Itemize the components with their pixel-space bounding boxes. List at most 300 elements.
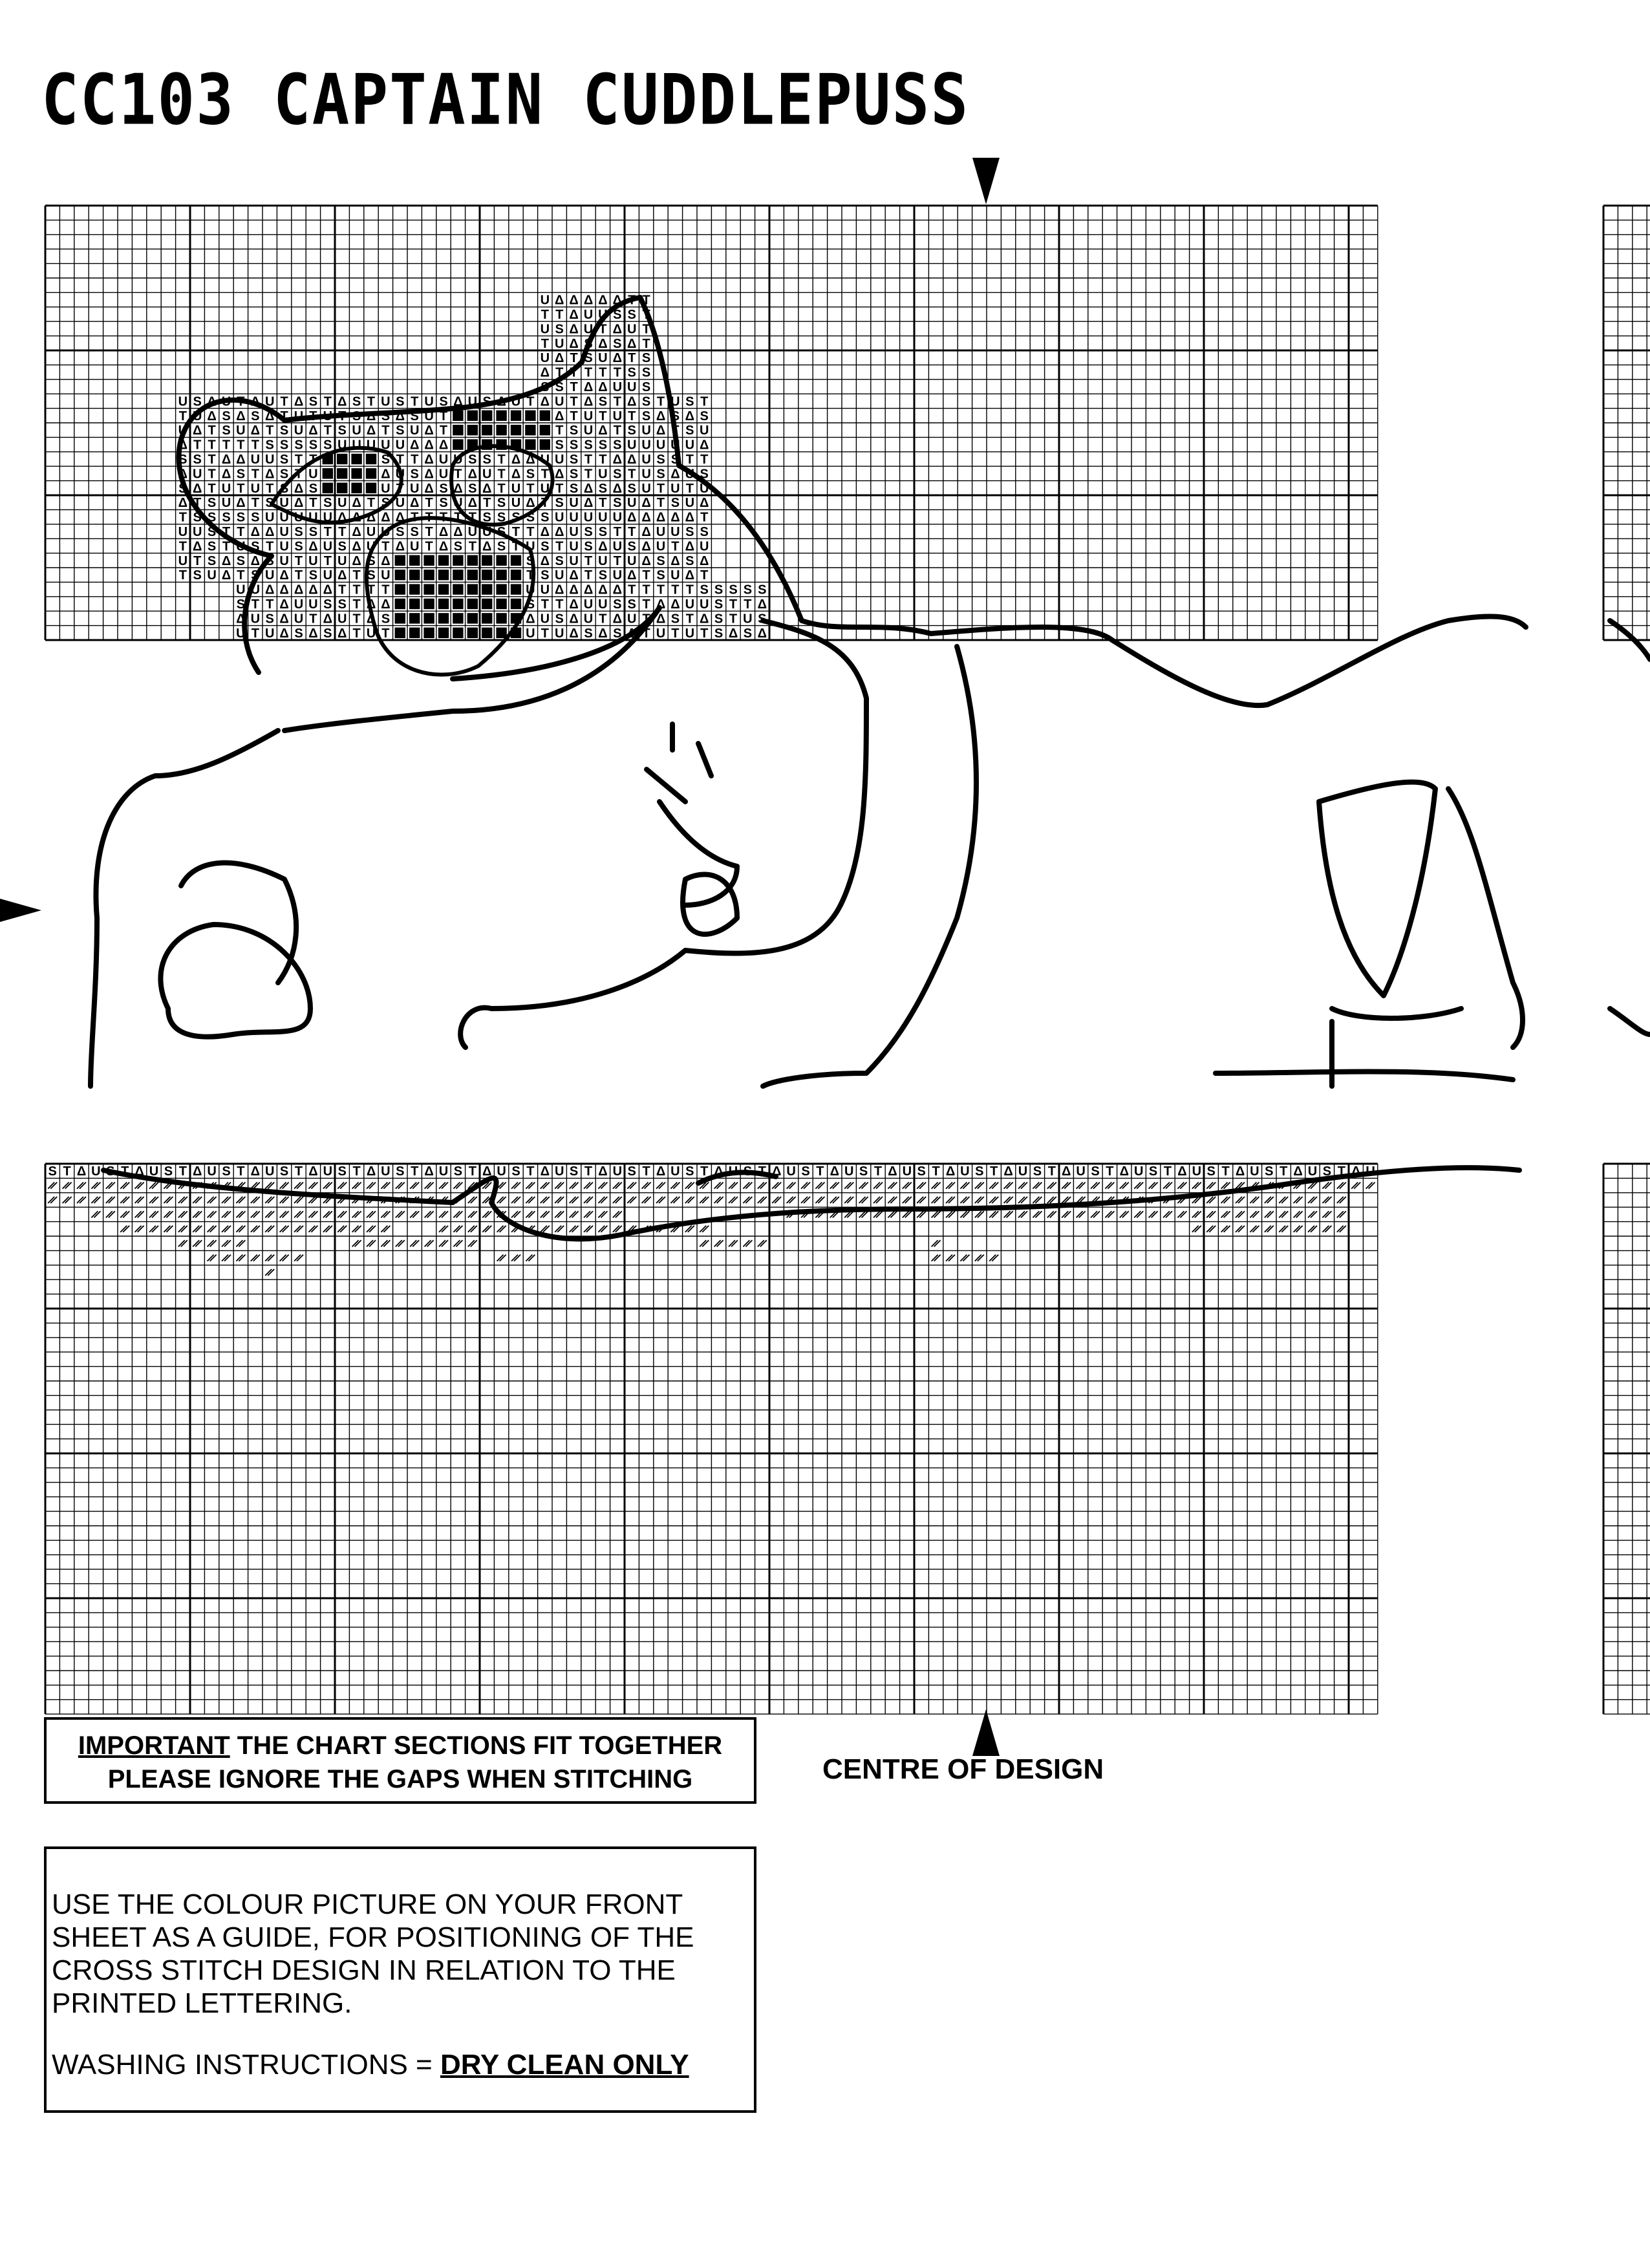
svg-text:S: S [670, 496, 680, 511]
svg-text:T: T [468, 539, 477, 554]
svg-text:S: S [222, 409, 231, 423]
svg-text:S: S [627, 308, 636, 322]
svg-text:S: S [367, 553, 376, 568]
svg-text:T: T [251, 496, 259, 511]
svg-text:Δ: Δ [945, 1164, 956, 1179]
svg-text:T: T [642, 1164, 650, 1179]
svg-text:T: T [584, 553, 593, 568]
svg-text:U: U [554, 510, 564, 525]
svg-text:U: U [569, 539, 579, 554]
svg-text:S: S [207, 525, 217, 539]
svg-text:T: T [526, 568, 535, 583]
svg-text:S: S [1322, 1164, 1332, 1179]
svg-text:T: T [497, 453, 506, 467]
svg-text:T: T [1221, 1164, 1230, 1179]
svg-text:T: T [497, 467, 506, 482]
svg-text:U: U [786, 1164, 796, 1179]
svg-text:U: U [323, 539, 333, 554]
svg-text:S: S [743, 583, 753, 597]
svg-text:U: U [236, 626, 246, 641]
svg-text:T: T [555, 365, 564, 380]
svg-text:T: T [367, 394, 376, 409]
svg-text:U: U [192, 409, 202, 423]
svg-text:T: T [497, 481, 506, 496]
svg-text:T: T [237, 394, 245, 409]
svg-text:T: T [338, 583, 347, 597]
svg-text:T: T [411, 510, 419, 525]
svg-text:U: U [511, 394, 521, 409]
svg-text:Δ: Δ [656, 597, 666, 612]
svg-text:S: S [164, 1164, 173, 1179]
svg-text:S: S [323, 597, 332, 612]
svg-text:U: U [641, 438, 651, 453]
svg-text:S: S [1148, 1164, 1158, 1179]
svg-text:S: S [627, 365, 636, 380]
svg-text:S: S [236, 553, 246, 568]
svg-text:U: U [308, 467, 318, 482]
svg-text:U: U [685, 467, 695, 482]
svg-text:U: U [438, 453, 449, 467]
svg-text:T: T [613, 553, 621, 568]
svg-text:S: S [308, 394, 318, 409]
svg-text:S: S [613, 597, 622, 612]
svg-text:U: U [192, 525, 202, 539]
svg-text:T: T [396, 453, 404, 467]
svg-text:S: S [975, 1164, 984, 1179]
svg-text:T: T [411, 1164, 419, 1179]
svg-text:U: U [569, 496, 579, 511]
svg-text:U: U [221, 394, 231, 409]
svg-text:T: T [411, 394, 419, 409]
svg-text:Δ: Δ [569, 322, 579, 337]
svg-text:Δ: Δ [641, 525, 651, 539]
svg-text:T: T [628, 467, 636, 482]
svg-text:T: T [685, 583, 694, 597]
svg-text:T: T [1280, 1164, 1288, 1179]
svg-text:Δ: Δ [569, 626, 579, 641]
svg-text:S: S [193, 510, 202, 525]
svg-text:U: U [656, 438, 666, 453]
svg-text:S: S [627, 597, 636, 612]
svg-text:Δ: Δ [598, 423, 608, 438]
svg-text:S: S [1265, 1164, 1274, 1179]
svg-text:Δ: Δ [294, 583, 304, 597]
svg-text:U: U [409, 539, 420, 554]
svg-text:U: U [149, 1164, 159, 1179]
svg-text:U: U [264, 568, 275, 583]
svg-text:T: T [222, 438, 231, 453]
svg-text:T: T [628, 351, 636, 366]
svg-text:U: U [641, 453, 651, 467]
svg-text:Δ: Δ [700, 553, 709, 568]
svg-text:T: T [700, 394, 709, 409]
svg-text:T: T [338, 525, 347, 539]
svg-text:Δ: Δ [757, 597, 767, 612]
svg-text:S: S [308, 568, 318, 583]
svg-text:Δ: Δ [294, 481, 304, 496]
chart-grid-right-bottom [1603, 1164, 1650, 1714]
svg-text:U: U [279, 496, 289, 511]
svg-text:Δ: Δ [511, 453, 521, 467]
svg-text:Δ: Δ [338, 568, 347, 583]
svg-text:T: T [352, 626, 361, 641]
svg-text:T: T [642, 626, 650, 641]
svg-text:Δ: Δ [641, 496, 651, 511]
svg-text:Δ: Δ [467, 496, 477, 511]
svg-text:U: U [583, 423, 594, 438]
svg-text:S: S [468, 481, 477, 496]
svg-text:T: T [1106, 1164, 1114, 1179]
svg-text:U: U [670, 568, 680, 583]
svg-text:S: S [541, 568, 550, 583]
svg-text:Δ: Δ [424, 467, 434, 482]
svg-text:Δ: Δ [352, 510, 361, 525]
svg-text:S: S [236, 467, 246, 482]
svg-text:T: T [294, 568, 303, 583]
svg-text:S: S [338, 1164, 347, 1179]
svg-text:Δ: Δ [221, 553, 231, 568]
svg-text:S: S [685, 553, 694, 568]
svg-text:Δ: Δ [250, 394, 260, 409]
svg-text:Δ: Δ [395, 510, 405, 525]
important-label: IMPORTANT [78, 1731, 230, 1760]
svg-text:Δ: Δ [685, 510, 694, 525]
svg-text:S: S [294, 525, 303, 539]
svg-text:U: U [554, 394, 564, 409]
svg-text:S: S [439, 394, 448, 409]
svg-text:U: U [627, 380, 637, 394]
svg-text:S: S [670, 409, 680, 423]
svg-text:U: U [409, 423, 420, 438]
svg-text:S: S [714, 583, 723, 597]
svg-text:Δ: Δ [612, 293, 622, 308]
svg-text:U: U [250, 583, 261, 597]
svg-text:Δ: Δ [656, 612, 666, 626]
svg-text:U: U [497, 1164, 506, 1179]
svg-text:Δ: Δ [453, 394, 463, 409]
svg-text:T: T [468, 1164, 477, 1179]
svg-text:T: T [468, 510, 477, 525]
svg-text:Δ: Δ [627, 394, 637, 409]
svg-text:S: S [526, 597, 535, 612]
svg-text:T: T [309, 496, 317, 511]
svg-text:S: S [670, 453, 680, 467]
svg-text:Δ: Δ [236, 409, 246, 423]
svg-text:U: U [699, 423, 709, 438]
svg-text:U: U [381, 568, 391, 583]
svg-text:T: T [642, 293, 650, 308]
svg-text:T: T [381, 539, 390, 554]
svg-text:U: U [583, 597, 594, 612]
svg-text:T: T [294, 453, 303, 467]
svg-text:T: T [642, 568, 650, 583]
svg-text:S: S [279, 1164, 289, 1179]
svg-text:S: S [598, 525, 608, 539]
svg-text:S: S [670, 612, 680, 626]
svg-text:U: U [381, 394, 391, 409]
svg-text:S: S [526, 467, 535, 482]
svg-text:S: S [743, 1164, 753, 1179]
svg-text:Δ: Δ [236, 453, 246, 467]
svg-text:S: S [685, 394, 694, 409]
svg-text:S: S [584, 626, 593, 641]
page-title: CC103 CAPTAIN CUDDLEPUSS [41, 59, 970, 141]
svg-text:T: T [584, 1164, 593, 1179]
svg-text:Δ: Δ [366, 597, 376, 612]
svg-text:S: S [917, 1164, 926, 1179]
svg-text:S: S [555, 496, 564, 511]
svg-text:S: S [410, 467, 419, 482]
svg-text:Δ: Δ [612, 322, 622, 337]
svg-text:Δ: Δ [1062, 1164, 1071, 1179]
svg-text:T: T [193, 553, 202, 568]
svg-text:T: T [280, 394, 288, 409]
svg-text:Δ: Δ [366, 409, 376, 423]
svg-text:Δ: Δ [395, 409, 405, 423]
svg-text:U: U [641, 481, 651, 496]
svg-text:S: S [381, 409, 391, 423]
svg-text:S: S [338, 539, 347, 554]
svg-text:S: S [569, 438, 579, 453]
svg-text:Δ: Δ [1003, 1164, 1013, 1179]
svg-text:T: T [222, 539, 231, 554]
svg-text:Δ: Δ [540, 365, 550, 380]
svg-text:U: U [569, 525, 579, 539]
svg-text:U: U [366, 438, 376, 453]
svg-text:Δ: Δ [583, 481, 594, 496]
svg-text:U: U [583, 510, 594, 525]
svg-text:S: S [1033, 1164, 1042, 1179]
svg-text:Δ: Δ [323, 583, 332, 597]
svg-text:Δ: Δ [178, 496, 188, 511]
svg-text:Δ: Δ [670, 597, 680, 612]
svg-text:U: U [554, 626, 564, 641]
svg-text:U: U [627, 553, 637, 568]
svg-text:S: S [251, 510, 260, 525]
svg-text:S: S [584, 525, 593, 539]
svg-text:Δ: Δ [583, 394, 594, 409]
svg-text:S: S [613, 336, 622, 351]
svg-text:T: T [729, 612, 738, 626]
svg-text:S: S [613, 496, 622, 511]
svg-text:Δ: Δ [670, 467, 680, 482]
svg-text:U: U [236, 583, 246, 597]
svg-text:U: U [453, 453, 463, 467]
svg-text:U: U [1018, 1164, 1028, 1179]
svg-text:T: T [656, 583, 665, 597]
important-note-box [44, 1717, 756, 1804]
svg-text:U: U [743, 612, 753, 626]
svg-text:T: T [584, 568, 593, 583]
svg-text:T: T [439, 510, 448, 525]
svg-text:Δ: Δ [1235, 1164, 1245, 1179]
svg-text:S: S [308, 481, 318, 496]
svg-text:S: S [323, 496, 332, 511]
svg-text:S: S [685, 525, 694, 539]
svg-text:S: S [700, 525, 709, 539]
svg-text:Δ: Δ [438, 539, 449, 554]
svg-text:Δ: Δ [612, 583, 622, 597]
svg-text:U: U [337, 496, 347, 511]
svg-text:T: T [178, 510, 187, 525]
svg-text:S: S [526, 510, 535, 525]
svg-text:Δ: Δ [308, 626, 318, 641]
centre-marker-bottom [972, 1709, 1000, 1756]
svg-text:U: U [294, 409, 304, 423]
svg-text:Δ: Δ [279, 612, 289, 626]
svg-text:U: U [540, 612, 550, 626]
svg-text:S: S [801, 1164, 810, 1179]
svg-text:T: T [642, 336, 650, 351]
svg-text:S: S [1091, 1164, 1100, 1179]
svg-text:S: S [482, 510, 491, 525]
svg-text:T: T [816, 1164, 824, 1179]
svg-text:T: T [599, 322, 607, 337]
svg-text:S: S [381, 496, 391, 511]
svg-text:T: T [685, 453, 694, 467]
svg-text:S: S [700, 467, 709, 482]
svg-text:T: T [613, 365, 621, 380]
svg-text:Δ: Δ [221, 568, 231, 583]
svg-text:T: T [526, 525, 535, 539]
svg-text:S: S [497, 539, 506, 554]
svg-text:S: S [308, 438, 318, 453]
svg-text:Δ: Δ [338, 626, 347, 641]
svg-text:U: U [540, 351, 550, 366]
svg-text:T: T [237, 481, 245, 496]
svg-text:U: U [279, 553, 289, 568]
svg-text:T: T [367, 583, 376, 597]
svg-text:Δ: Δ [555, 583, 564, 597]
svg-text:S: S [207, 553, 217, 568]
svg-text:Δ: Δ [627, 626, 637, 641]
svg-text:U: U [178, 525, 188, 539]
svg-text:T: T [294, 1164, 303, 1179]
svg-text:Δ: Δ [888, 1164, 897, 1179]
svg-text:T: T [541, 336, 549, 351]
svg-text:S: S [193, 394, 202, 409]
svg-text:T: T [338, 409, 347, 423]
svg-text:Δ: Δ [714, 1164, 723, 1179]
svg-text:U: U [337, 438, 347, 453]
svg-text:T: T [193, 438, 202, 453]
svg-text:U: U [511, 481, 521, 496]
svg-text:Δ: Δ [395, 539, 405, 554]
svg-text:S: S [598, 438, 608, 453]
svg-text:U: U [627, 496, 637, 511]
svg-text:S: S [569, 453, 579, 467]
svg-text:Δ: Δ [410, 438, 420, 453]
washing-label: WASHING INSTRUCTIONS = [52, 2049, 433, 2081]
svg-text:Δ: Δ [265, 467, 275, 482]
svg-text:Δ: Δ [250, 553, 260, 568]
svg-text:S: S [584, 438, 593, 453]
svg-text:Δ: Δ [598, 583, 608, 597]
svg-text:T: T [367, 496, 376, 511]
svg-text:S: S [251, 409, 260, 423]
svg-text:T: T [599, 612, 607, 626]
svg-text:Δ: Δ [1177, 1164, 1187, 1179]
svg-text:U: U [511, 496, 521, 511]
svg-text:Δ: Δ [555, 409, 564, 423]
svg-text:S: S [308, 525, 318, 539]
svg-text:T: T [323, 423, 332, 438]
svg-text:S: S [656, 467, 665, 482]
svg-text:S: S [279, 467, 289, 482]
svg-text:Δ: Δ [438, 438, 449, 453]
svg-text:U: U [279, 539, 289, 554]
svg-text:S: S [367, 568, 376, 583]
svg-text:T: T [323, 394, 332, 409]
svg-text:Δ: Δ [279, 583, 289, 597]
svg-text:S: S [352, 409, 361, 423]
svg-text:U: U [264, 510, 275, 525]
svg-text:U: U [323, 409, 333, 423]
svg-text:Δ: Δ [1293, 1164, 1303, 1179]
svg-text:T: T [237, 568, 245, 583]
svg-text:U: U [236, 423, 246, 438]
svg-text:T: T [526, 1164, 535, 1179]
svg-text:S: S [279, 423, 289, 438]
svg-text:S: S [48, 1164, 57, 1179]
svg-text:U: U [467, 394, 478, 409]
svg-text:T: T [555, 597, 564, 612]
svg-text:U: U [264, 394, 275, 409]
svg-text:Δ: Δ [598, 380, 608, 394]
svg-text:U: U [395, 496, 405, 511]
svg-text:T: T [599, 496, 607, 511]
svg-text:S: S [758, 612, 767, 626]
svg-text:Δ: Δ [670, 553, 680, 568]
svg-text:T: T [685, 612, 694, 626]
svg-text:Δ: Δ [207, 409, 217, 423]
svg-text:Δ: Δ [308, 539, 318, 554]
svg-text:T: T [526, 394, 535, 409]
svg-text:U: U [236, 539, 246, 554]
svg-text:T: T [570, 351, 578, 366]
svg-text:S: S [714, 612, 723, 626]
svg-text:S: S [569, 481, 579, 496]
svg-text:U: U [294, 510, 304, 525]
svg-text:U: U [656, 626, 666, 641]
svg-text:U: U [612, 568, 623, 583]
svg-text:S: S [468, 453, 477, 467]
svg-text:T: T [309, 409, 317, 423]
svg-text:T: T [628, 525, 636, 539]
svg-text:Δ: Δ [598, 539, 608, 554]
centre-of-design-label: CENTRE OF DESIGN [822, 1753, 1104, 1785]
svg-text:S: S [279, 453, 289, 467]
svg-text:U: U [598, 597, 608, 612]
svg-text:S: S [294, 539, 303, 554]
svg-text:Δ: Δ [193, 1164, 202, 1179]
svg-text:U: U [627, 322, 637, 337]
svg-text:T: T [932, 1164, 940, 1179]
svg-text:S: S [207, 539, 217, 554]
svg-text:S: S [439, 496, 448, 511]
washing-value: DRY CLEAN ONLY [440, 2049, 689, 2081]
svg-text:T: T [511, 525, 520, 539]
svg-text:U: U [482, 525, 492, 539]
svg-text:T: T [1337, 1164, 1345, 1179]
svg-text:S: S [222, 423, 231, 438]
svg-text:S: S [555, 612, 564, 626]
svg-text:T: T [483, 496, 491, 511]
chart-grid-bottom [45, 1164, 1378, 1714]
svg-text:S: S [541, 510, 550, 525]
svg-text:T: T [352, 612, 361, 626]
svg-text:T: T [352, 583, 361, 597]
